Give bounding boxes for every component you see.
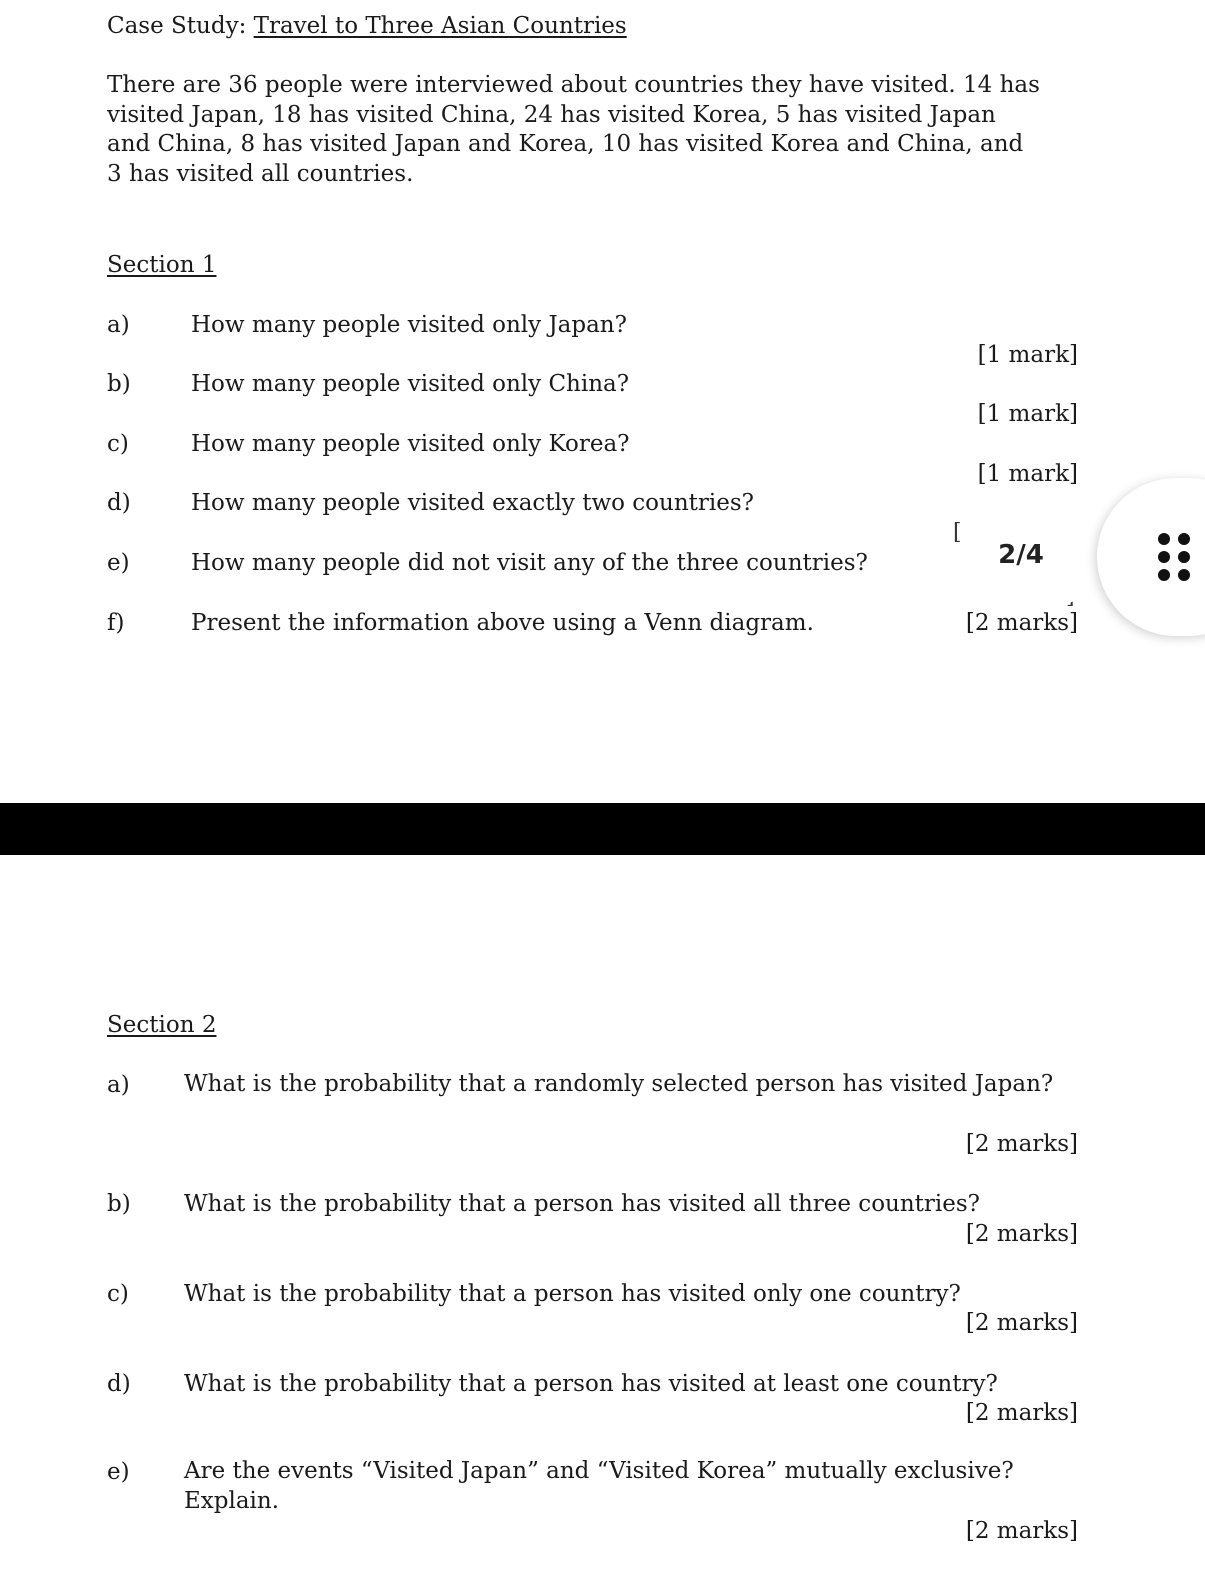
- question-text: What is the probability that a person has visited at least one country?: [184, 1371, 998, 1397]
- question-label: b): [107, 371, 131, 397]
- question-label: d): [107, 1371, 131, 1397]
- marks-label: [1 mark]: [977, 342, 1078, 368]
- marks-label: [2 marks]: [965, 1221, 1078, 1247]
- question-text: How many people visited exactly two countries?: [191, 490, 754, 516]
- intro-line: 3 has visited all countries.: [107, 160, 414, 187]
- question-text: How many people did not visit any of the three countries?: [191, 550, 868, 576]
- question-label: b): [107, 1191, 131, 1217]
- marks-label: [2 marks]: [965, 1131, 1078, 1157]
- question-label: e): [107, 550, 130, 576]
- question-text: How many people visited only China?: [191, 371, 630, 397]
- page-separator: [0, 803, 1205, 855]
- intro-line: and China, 8 has visited Japan and Korea, 10 has visited Korea and China, and: [107, 131, 1024, 157]
- drag-dots-icon[interactable]: [1158, 533, 1194, 581]
- section-1-title: Section 1: [107, 252, 217, 278]
- marks-label: [1 mark]: [977, 461, 1078, 487]
- intro-line: visited Japan, 18 has visited China, 24 has visited Korea, 5 has visited Japan: [107, 101, 996, 128]
- marks-label: [2 marks]: [965, 610, 1078, 636]
- marks-label: [1 mark]: [977, 401, 1078, 427]
- marks-label: [2 marks]: [965, 1310, 1078, 1336]
- question-label: c): [107, 431, 129, 457]
- marks-label: [2 marks]: [965, 1400, 1078, 1426]
- question-label: a): [107, 312, 130, 338]
- title-label: Case Study:: [107, 13, 254, 39]
- question-text: Present the information above using a Venn diagram.: [191, 610, 814, 636]
- section-2-title: Section 2: [107, 1012, 217, 1038]
- question-label: e): [107, 1459, 130, 1485]
- bracket-fragment: [: [953, 520, 962, 545]
- page-indicator: 2/4: [998, 540, 1044, 570]
- document-title: [107, 11, 627, 41]
- question-text: How many people visited only Korea?: [191, 431, 630, 457]
- question-text: What is the probability that a person has visited all three countries?: [184, 1191, 981, 1217]
- question-label: a): [107, 1072, 130, 1098]
- marks-label: [2 marks]: [965, 1518, 1078, 1544]
- title-text: Travel to Three Asian Countries: [253, 13, 627, 39]
- question-text: What is the probability that a randomly selected person has visited Japan?: [184, 1071, 1054, 1097]
- question-label: c): [107, 1281, 129, 1307]
- intro-line: There are 36 people were interviewed about countries they have visited. 14 has: [107, 72, 1040, 98]
- question-text: Are the events “Visited Japan” and “Visited Korea” mutually exclusive? Explain.: [184, 1458, 1014, 1514]
- question-label: f): [107, 610, 125, 636]
- intro-paragraph: [107, 71, 1087, 189]
- question-label: d): [107, 490, 131, 516]
- question-text: How many people visited only Japan?: [191, 312, 627, 338]
- question-text: What is the probability that a person has visited only one country?: [184, 1281, 961, 1307]
